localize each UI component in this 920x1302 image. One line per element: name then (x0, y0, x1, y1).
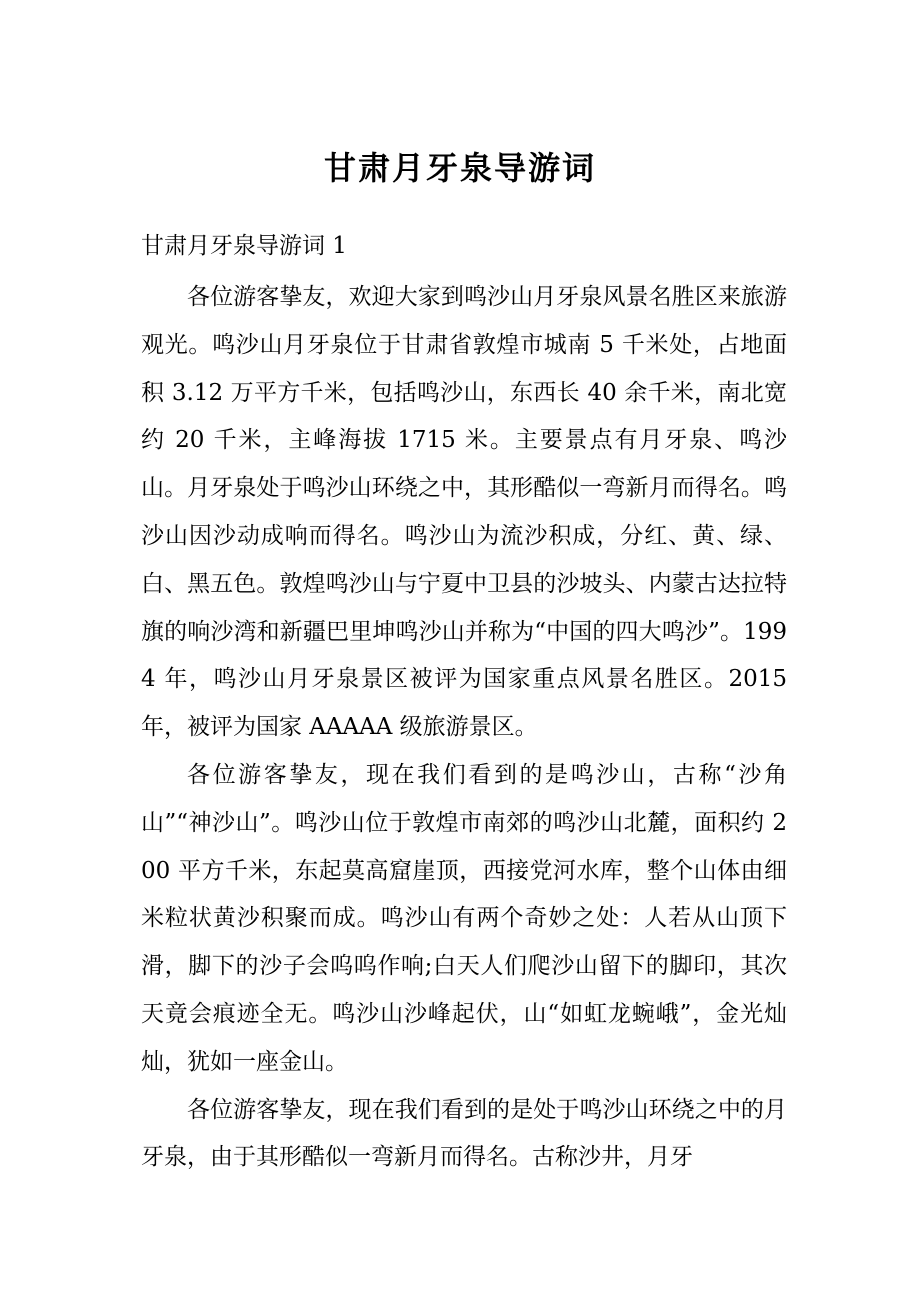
paragraph-crescent-spring: 各位游客挚友，现在我们看到的是处于鸣沙山环绕之中的月牙泉，由于其形酷似一弯新月而得名。古称沙井，月牙 (141, 1096, 787, 1171)
paragraph-mingsha-mountain: 各位游客挚友，现在我们看到的是鸣沙山，古称“沙角山”“神沙山”。鸣沙山位于敦煌市南郊的鸣沙山北麓，面积约 200 平方千米，东起莫高窟崖顶，西接党河水库，整个山体由细米粒状黄沙积聚而成。鸣沙山有两个奇妙之处：人若从山顶下滑，脚下的沙子会呜呜作响;白天人们爬沙山留下的脚印，其次天竟会痕迹全无。鸣沙山沙峰起伏，山“如虹龙蜿峨”，金光灿灿，犹如一座金山。 (141, 761, 787, 1075)
document-body (141, 274, 787, 1182)
paragraph-intro: 各位游客挚友，欢迎大家到鸣沙山月牙泉风景名胜区来旅游观光。鸣沙山月牙泉位于甘肃省敦煌市城南 5 千米处，占地面积 3.12 万平方千米，包括鸣沙山，东西长 40 余千米，南北宽约 20 千米，主峰海拔 1715 米。主要景点有月牙泉、鸣沙山。月牙泉处于鸣沙山环绕之中，其形酷似一弯新月而得名。鸣沙山因沙动成响而得名。鸣沙山为流沙积成，分红、黄、绿、白、黑五色。敦煌鸣沙山与宁夏中卫县的沙坡头、内蒙古达拉特旗的响沙湾和新疆巴里坤鸣沙山并称为“中国的四大鸣沙”。1994 年，鸣沙山月牙泉景区被评为国家重点风景名胜区。2015 年，被评为国家 AAAAA 级旅游景区。 (141, 284, 787, 741)
document-title: 甘肃月牙泉导游词 (323, 149, 596, 187)
section-heading: 甘肃月牙泉导游词 1 (141, 233, 347, 259)
